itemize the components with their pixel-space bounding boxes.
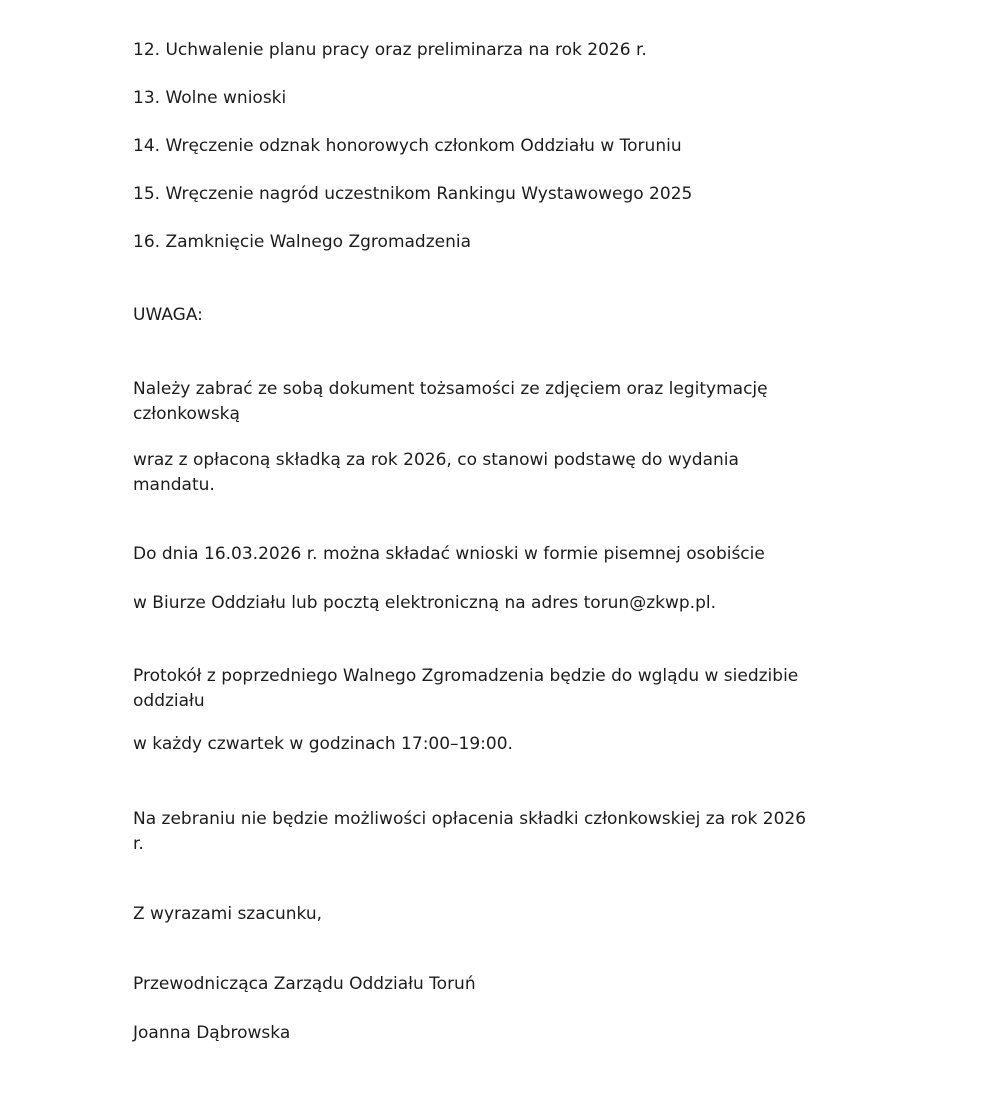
text-line: r.: [133, 834, 144, 854]
agenda-item-15: [133, 182, 880, 207]
text-line: Do dnia 16.03.2026 r. można składać wnioski w formie pisemnej osobiście: [133, 544, 765, 564]
agenda-item-12: [133, 38, 880, 63]
text-line: mandatu.: [133, 475, 215, 495]
text-line: Protokół z poprzedniego Walnego Zgromadzenia będzie do wglądu w siedzibie: [133, 666, 799, 686]
text-line: wraz z opłaconą składką za rok 2026, co stanowi podstawę do wydania: [133, 450, 739, 470]
text-line: 13. Wolne wnioski: [133, 88, 287, 108]
text-line: oddziału: [133, 691, 205, 711]
text-line: członkowską: [133, 404, 240, 424]
text-line: 16. Zamknięcie Walnego Zgromadzenia: [133, 232, 472, 252]
text-line: Na zebraniu nie będzie możliwości opłacenia składki członkowskiej za rok 2026: [133, 809, 807, 829]
text-line: 14. Wręczenie odznak honorowych członkom Oddziału w Toruniu: [133, 136, 682, 156]
closing-salutation: [133, 902, 880, 927]
info-paragraph-5: [133, 807, 880, 857]
note-paragraph-1: [133, 377, 880, 427]
info-paragraph-4: [133, 732, 880, 757]
info-paragraph-3: [133, 664, 880, 714]
text-line: UWAGA:: [133, 305, 203, 325]
info-paragraph-2: [133, 591, 880, 616]
note-paragraph-2: [133, 448, 880, 498]
text-line: 15. Wręczenie nagród uczestnikom Rankingu Wystawowego 2025: [133, 184, 693, 204]
text-line: Z wyrazami szacunku,: [133, 904, 323, 924]
text-line: w Biurze Oddziału lub pocztą elektroniczną na adres torun@zkwp.pl.: [133, 593, 716, 613]
agenda-item-16: [133, 230, 880, 255]
text-line: Należy zabrać ze sobą dokument tożsamości ze zdjęciem oraz legitymację: [133, 379, 768, 399]
info-paragraph-1: [133, 542, 880, 567]
agenda-item-14: [133, 134, 880, 159]
note-heading: [133, 303, 880, 328]
signature-title: [133, 972, 880, 997]
text-line: Przewodnicząca Zarządu Oddziału Toruń: [133, 974, 476, 994]
signature-name: [133, 1021, 880, 1046]
text-line: 12. Uchwalenie planu pracy oraz preliminarza na rok 2026 r.: [133, 40, 647, 60]
text-line: Joanna Dąbrowska: [133, 1023, 291, 1043]
agenda-item-13: [133, 86, 880, 111]
text-line: w każdy czwartek w godzinach 17:00–19:00.: [133, 734, 513, 754]
